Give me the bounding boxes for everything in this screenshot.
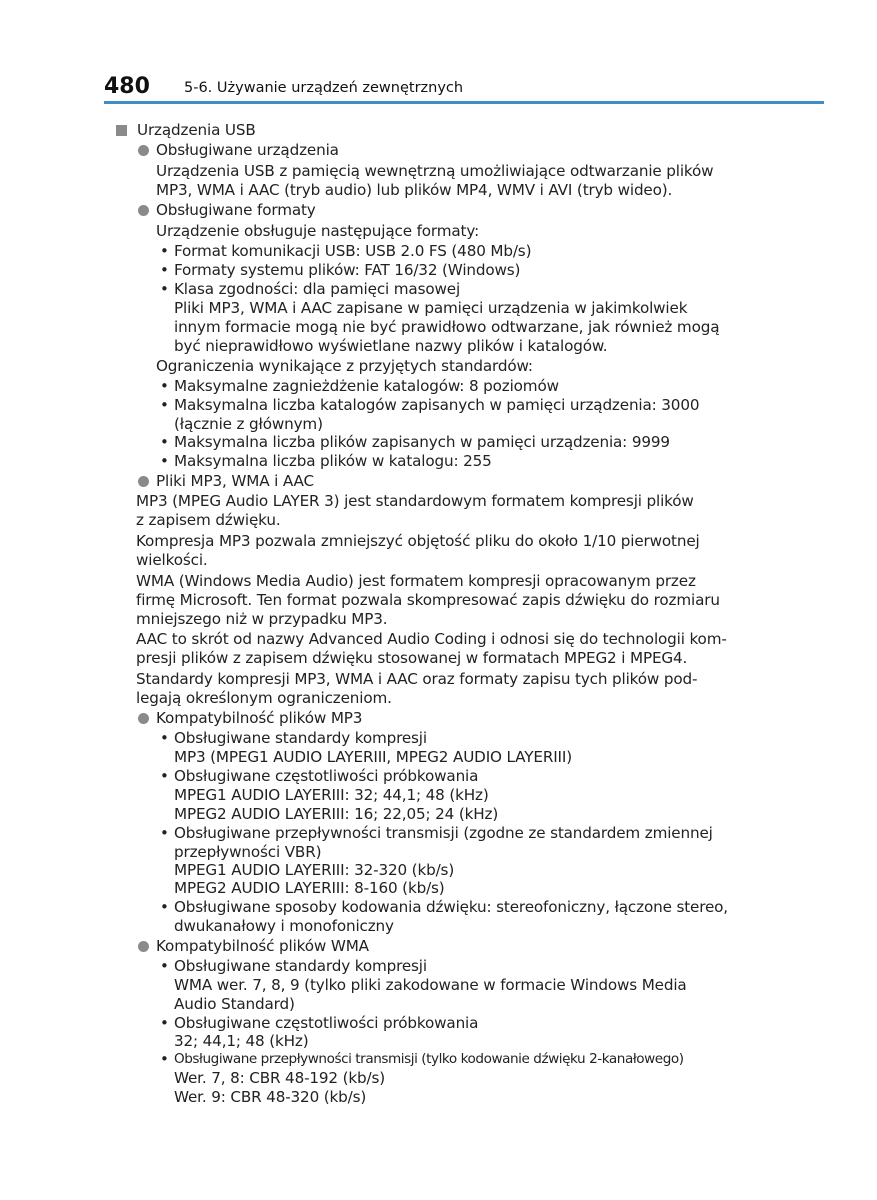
bullet-icon: • (160, 1050, 169, 1068)
header-rule (104, 101, 824, 104)
files-line-9: presji plików z zapisem dźwięku stosowanej w formatach MPEG2 i MPEG4. (136, 649, 688, 667)
bullet-icon: • (160, 433, 169, 451)
mp3-heading: Kompatybilność plików MP3 (156, 709, 363, 727)
page-number: 480 (104, 74, 150, 99)
files-line-4: wielkości. (136, 551, 208, 569)
bullet-icon: • (160, 452, 169, 470)
devices-heading: Obsługiwane urządzenia (156, 141, 339, 159)
wma-heading: Kompatybilność plików WMA (156, 937, 369, 955)
circle-bullet-icon (138, 145, 149, 156)
files-line-1: MP3 (MPEG Audio LAYER 3) jest standardowym formatem kompresji plików (136, 492, 694, 510)
bullet-icon: • (160, 824, 169, 842)
formats-heading: Obsługiwane formaty (156, 201, 316, 219)
bullet-icon: • (160, 242, 169, 260)
bullet-icon: • (160, 767, 169, 785)
formats-item-2: Formaty systemu plików: FAT 16/32 (Windows) (174, 261, 521, 279)
bullet-icon: • (160, 261, 169, 279)
mp3-item-3-line-3: MPEG2 AUDIO LAYERIII: 8-160 (kb/s) (174, 879, 445, 897)
circle-bullet-icon (138, 941, 149, 952)
files-line-3: Kompresja MP3 pozwala zmniejszyć objętość pliku do około 1/10 pierwotnej (136, 532, 700, 550)
wma-item-1-line-1: WMA wer. 7, 8, 9 (tylko pliki zakodowane w formacie Windows Media (174, 976, 687, 994)
limit-item-1: Maksymalne zagnieżdżenie katalogów: 8 poziomów (174, 377, 559, 395)
bullet-icon: • (160, 898, 169, 916)
bullet-icon: • (160, 729, 169, 747)
wma-item-1-line-2: Audio Standard) (174, 995, 295, 1013)
wma-item-2: Obsługiwane częstotliwości próbkowania (174, 1014, 479, 1032)
main-heading: Urządzenia USB (137, 121, 256, 139)
mp3-item-3: Obsługiwane przepływności transmisji (zgodne ze standardem zmiennej (174, 824, 713, 842)
limit-item-2-cont: (łącznie z głównym) (174, 415, 323, 433)
mp3-item-1-line-1: MP3 (MPEG1 AUDIO LAYERIII, MPEG2 AUDIO LAYERIII) (174, 748, 572, 766)
bullet-icon: • (160, 280, 169, 298)
files-line-11: legają określonym ograniczeniom. (136, 689, 392, 707)
files-heading: Pliki MP3, WMA i AAC (156, 472, 314, 490)
devices-line-1: Urządzenia USB z pamięcią wewnętrzną umożliwiające odtwarzanie plików (156, 162, 714, 180)
mp3-item-1: Obsługiwane standardy kompresji (174, 729, 427, 747)
files-line-10: Standardy kompresji MP3, WMA i AAC oraz formaty zapisu tych plików pod- (136, 670, 698, 688)
formats-item-3-line-3: być nieprawidłowo wyświetlane nazwy plików i katalogów. (174, 337, 608, 355)
wma-item-1: Obsługiwane standardy kompresji (174, 957, 427, 975)
limit-item-2: Maksymalna liczba katalogów zapisanych w pamięci urządzenia: 3000 (174, 396, 700, 414)
files-line-7: mniejszego niż w przypadku MP3. (136, 610, 388, 628)
page-header (104, 74, 824, 106)
mp3-item-3-line-2: MPEG1 AUDIO LAYERIII: 32-320 (kb/s) (174, 861, 455, 879)
formats-item-3-line-1: Pliki MP3, WMA i AAC zapisane w pamięci urządzenia w jakimkolwiek (174, 299, 688, 317)
files-line-5: WMA (Windows Media Audio) jest formatem kompresji opracowanym przez (136, 572, 696, 590)
files-line-6: firmę Microsoft. Ten format pozwala skompresować zapis dźwięku do rozmiaru (136, 591, 720, 609)
devices-line-2: MP3, WMA i AAC (tryb audio) lub plików MP4, WMV i AVI (tryb wideo). (156, 181, 673, 199)
mp3-item-2-line-1: MPEG1 AUDIO LAYERIII: 32; 44,1; 48 (kHz) (174, 786, 489, 804)
mp3-item-2-line-2: MPEG2 AUDIO LAYERIII: 16; 22,05; 24 (kHz) (174, 805, 499, 823)
circle-bullet-icon (138, 476, 149, 487)
wma-item-3-line-2: Wer. 9: CBR 48-320 (kb/s) (174, 1088, 367, 1106)
limit-item-3: Maksymalna liczba plików zapisanych w pamięci urządzenia: 9999 (174, 433, 670, 451)
formats-item-3: Klasa zgodności: dla pamięci masowej (174, 280, 461, 298)
files-line-8: AAC to skrót od nazwy Advanced Audio Coding i odnosi się do technologii kom- (136, 630, 727, 648)
mp3-item-2: Obsługiwane częstotliwości próbkowania (174, 767, 479, 785)
mp3-item-4: Obsługiwane sposoby kodowania dźwięku: stereofoniczny, łączone stereo, (174, 898, 728, 916)
bullet-icon: • (160, 957, 169, 975)
limits-intro: Ograniczenia wynikające z przyjętych standardów: (156, 357, 533, 375)
bullet-icon: • (160, 396, 169, 414)
wma-item-3: Obsługiwane przepływności transmisji (tylko kodowanie dźwięku 2-kanałowego) (174, 1051, 684, 1067)
formats-item-3-line-2: innym formacie mogą nie być prawidłowo odtwarzane, jak również mogą (174, 318, 720, 336)
limit-item-4: Maksymalna liczba plików w katalogu: 255 (174, 452, 492, 470)
formats-intro: Urządzenie obsługuje następujące formaty: (156, 222, 480, 240)
bullet-icon: • (160, 377, 169, 395)
mp3-item-4-line-1: dwukanałowy i monofoniczny (174, 917, 394, 935)
bullet-icon: • (160, 1014, 169, 1032)
circle-bullet-icon (138, 205, 149, 216)
wma-item-2-line-1: 32; 44,1; 48 (kHz) (174, 1032, 309, 1050)
mp3-item-3-line-1: przepływności VBR) (174, 843, 322, 861)
square-bullet-icon (116, 125, 127, 136)
section-title: 5-6. Używanie urządzeń zewnętrznych (184, 80, 464, 96)
wma-item-3-line-1: Wer. 7, 8: CBR 48-192 (kb/s) (174, 1069, 386, 1087)
files-line-2: z zapisem dźwięku. (136, 511, 281, 529)
formats-item-1: Format komunikacji USB: USB 2.0 FS (480 Mb/s) (174, 242, 532, 260)
circle-bullet-icon (138, 713, 149, 724)
